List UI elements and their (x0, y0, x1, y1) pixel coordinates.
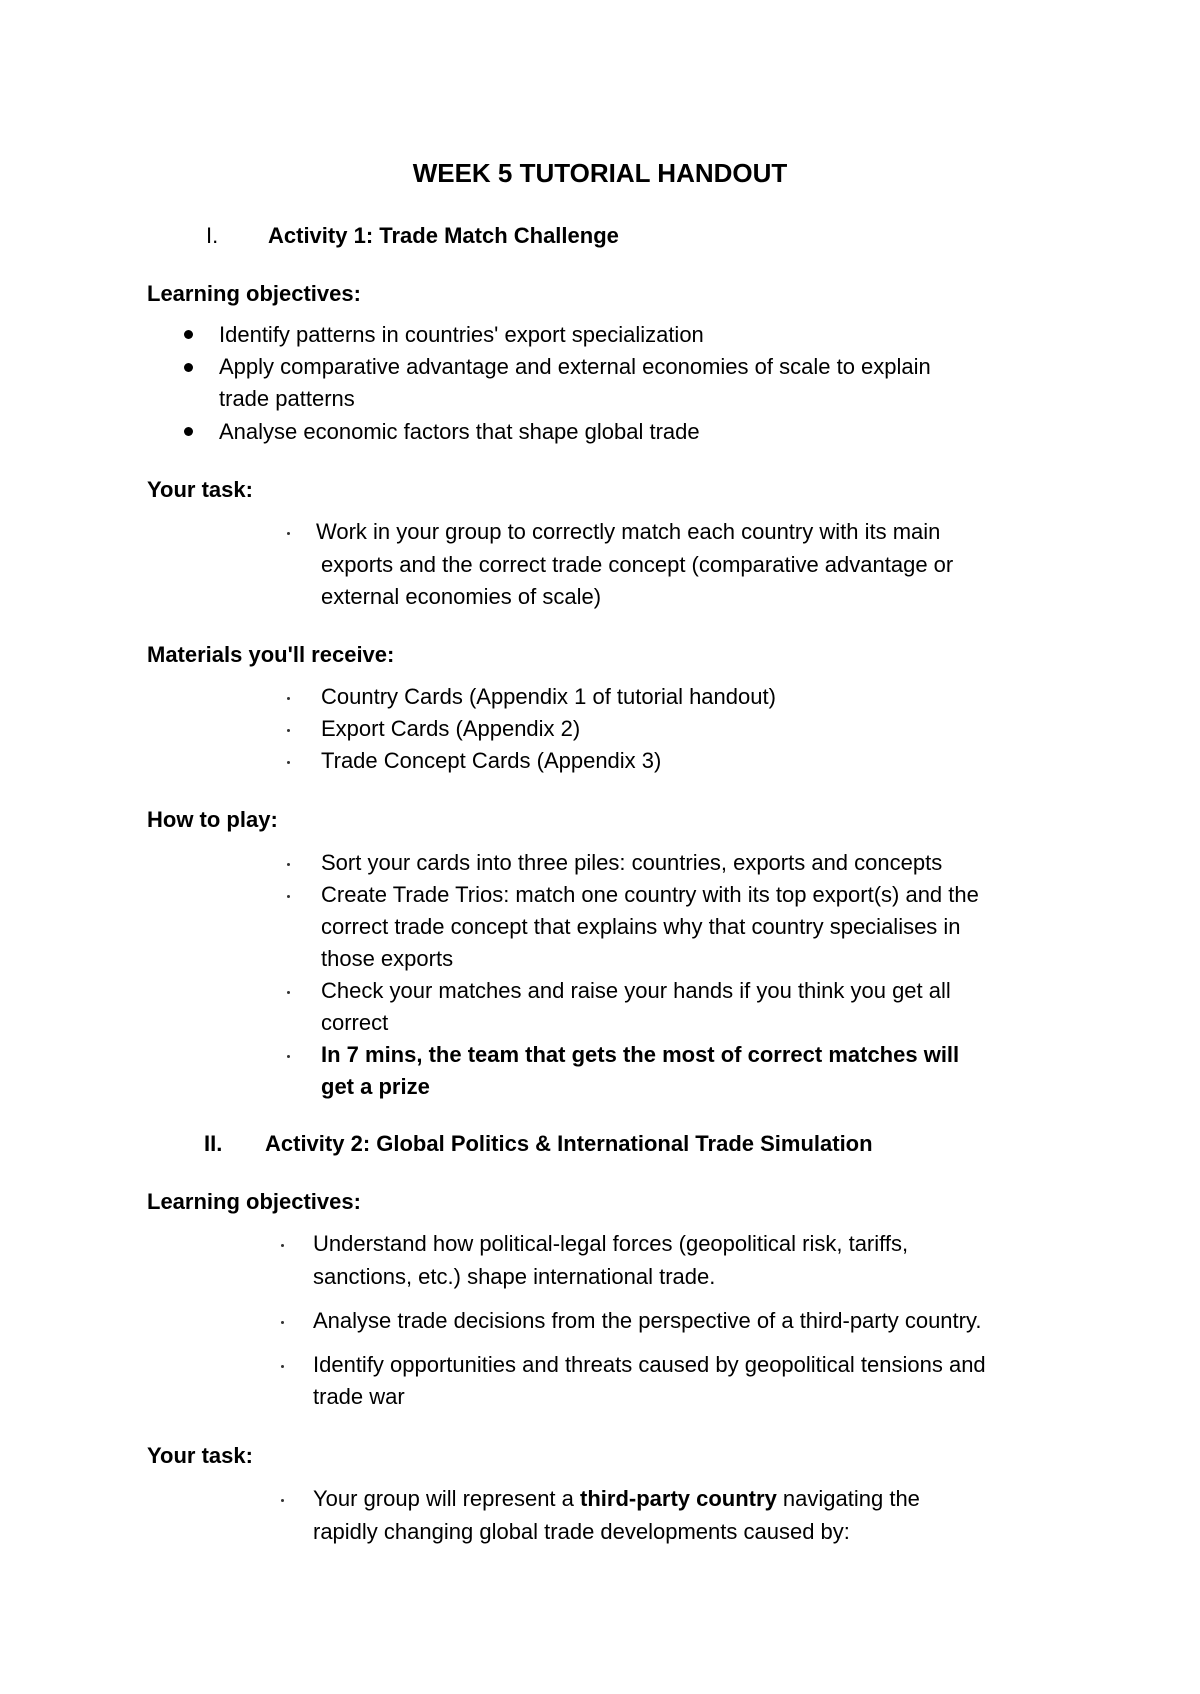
howto-item-bold-cont: get a prize (321, 1074, 430, 1099)
task-emphasis: third-party country (580, 1486, 777, 1511)
howto-item-bold: In 7 mins, the team that gets the most of correct matches will (321, 1042, 960, 1067)
bullet-icon (287, 697, 290, 700)
objective-item: Analyse trade decisions from the perspective of a third-party country. (313, 1308, 982, 1333)
howto-item-cont: correct (321, 1010, 389, 1035)
bullet-icon (287, 991, 290, 994)
material-item: Trade Concept Cards (Appendix 3) (321, 748, 662, 773)
howto-item: Check your matches and raise your hands if you think you get all (321, 978, 951, 1003)
page-title: WEEK 5 TUTORIAL HANDOUT (412, 158, 788, 188)
howto-item: Create Trade Trios: match one country with its top export(s) and the (321, 882, 979, 907)
bullet-icon (281, 1365, 284, 1368)
task-line: rapidly changing global trade developments caused by: (313, 1519, 850, 1544)
section-numeral-2: II. (204, 1131, 223, 1156)
objectives-label-1: Learning objectives: (147, 281, 361, 306)
objective-item: Identify patterns in countries' export specialization (219, 322, 704, 347)
task-line: Work in your group to correctly match each country with its main (316, 519, 941, 544)
materials-label: Materials you'll receive: (147, 642, 395, 667)
howto-label: How to play: (147, 807, 278, 832)
bullet-icon (184, 330, 193, 339)
objective-item-cont: sanctions, etc.) shape international trade. (313, 1264, 716, 1289)
bullet-icon (287, 532, 290, 535)
task-text: Your group will represent a (313, 1486, 581, 1511)
bullet-icon (287, 761, 290, 764)
bullet-icon (287, 729, 290, 732)
objective-item-cont: trade war (313, 1384, 405, 1409)
bullet-icon (281, 1499, 284, 1502)
objective-item-cont: trade patterns (219, 386, 355, 411)
objective-item: Understand how political-legal forces (geopolitical risk, tariffs, (313, 1231, 909, 1256)
section-heading-2: Activity 2: Global Politics & International Trade Simulation (265, 1131, 873, 1156)
bullet-icon (281, 1244, 284, 1247)
section-heading-1: Activity 1: Trade Match Challenge (268, 223, 619, 248)
task-line: external economies of scale) (321, 584, 602, 609)
bullet-icon (184, 363, 193, 372)
bullet-icon (287, 1055, 290, 1058)
bullet-icon (287, 863, 290, 866)
task-label-2: Your task: (147, 1443, 253, 1468)
howto-item-cont: those exports (321, 946, 454, 971)
objective-item: Analyse economic factors that shape global trade (219, 419, 700, 444)
bullet-icon (287, 895, 290, 898)
bullet-icon (281, 1321, 284, 1324)
howto-item: Sort your cards into three piles: countries, exports and concepts (321, 850, 943, 875)
objective-item: Identify opportunities and threats caused by geopolitical tensions and (313, 1352, 986, 1377)
material-item: Export Cards (Appendix 2) (321, 716, 581, 741)
material-item: Country Cards (Appendix 1 of tutorial handout) (321, 684, 776, 709)
task-text: navigating the (776, 1486, 920, 1511)
task-line: exports and the correct trade concept (comparative advantage or (321, 552, 954, 577)
objectives-label-2: Learning objectives: (147, 1189, 361, 1214)
task-label-1: Your task: (147, 477, 253, 502)
objective-item: Apply comparative advantage and external economies of scale to explain (219, 354, 931, 379)
bullet-icon (184, 427, 193, 436)
howto-item-cont: correct trade concept that explains why that country specialises in (321, 914, 961, 939)
task-line (313, 1486, 920, 1512)
section-numeral-1: I. (206, 223, 219, 248)
